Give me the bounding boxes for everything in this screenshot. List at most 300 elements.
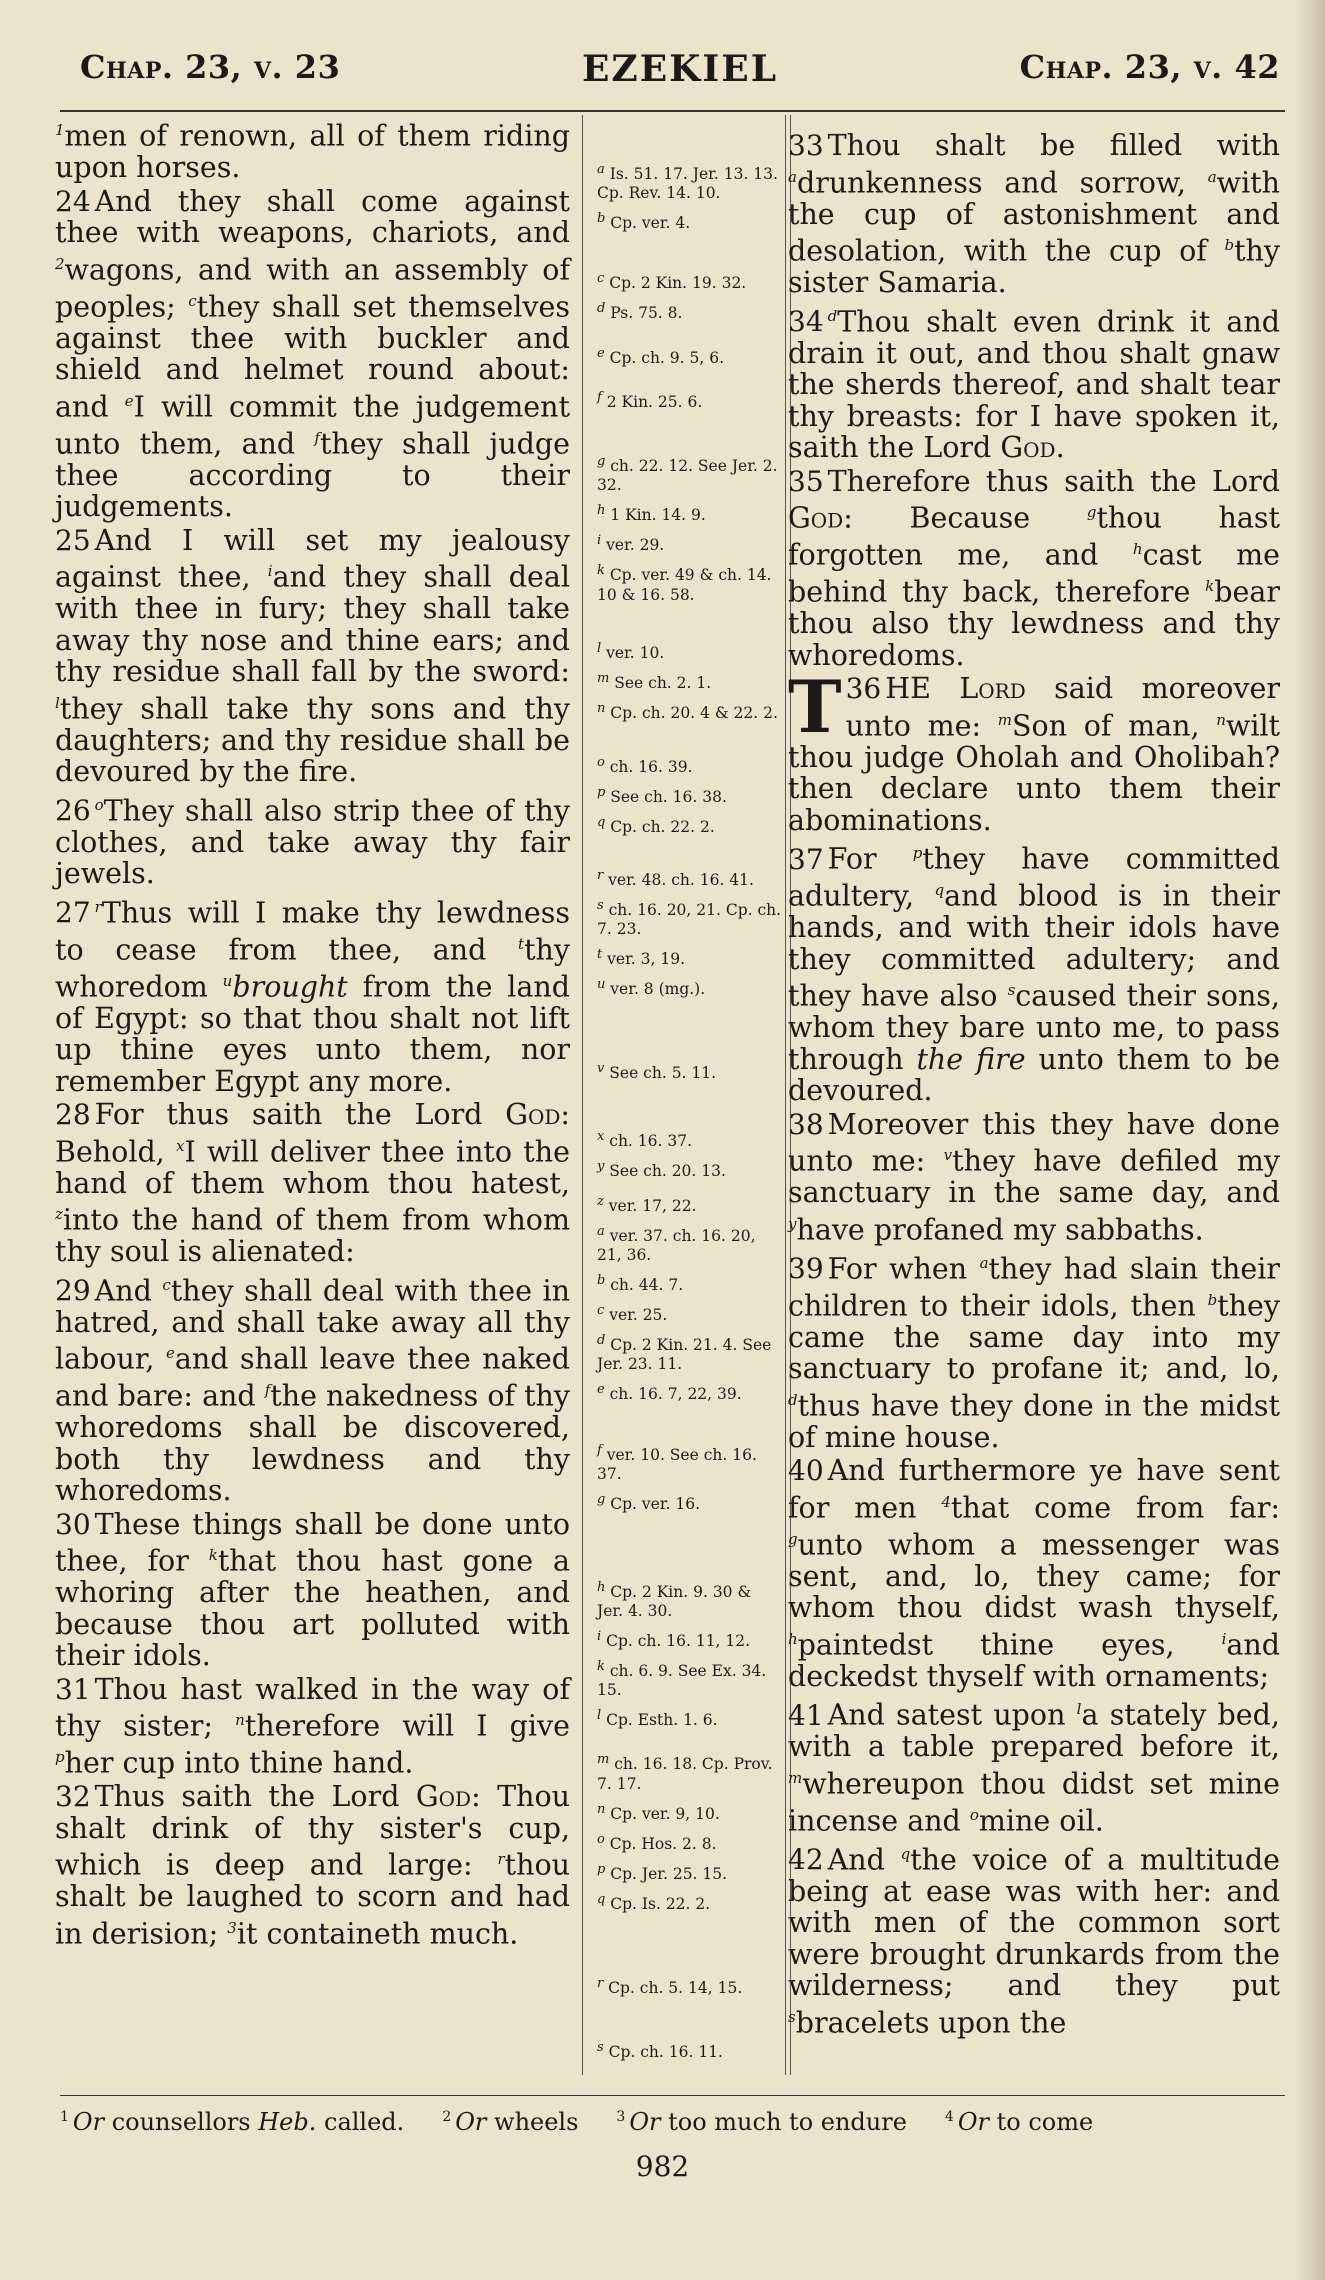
verse-text: thus have they done in the midst of mine house. (788, 1389, 1280, 1454)
margin-reference-text: Cp. ver. 9, 10. (605, 1804, 720, 1823)
footnote-text: Or (455, 2108, 487, 2136)
margin-reference (597, 452, 782, 495)
margin-reference (597, 1301, 782, 1325)
margin-reference-text: ver. 25. (604, 1306, 668, 1325)
cross-reference-marker: d (788, 1390, 798, 1409)
margin-reference-text: See ch. 16. 38. (605, 788, 727, 807)
verse (55, 186, 570, 523)
verse (55, 1270, 570, 1507)
margin-reference-marker: o (597, 1831, 605, 1847)
verse-text: Son of man, (1012, 709, 1217, 742)
verse-number: 28 (55, 1098, 91, 1131)
cross-reference-marker: c (188, 291, 197, 310)
footnote-text: Or (629, 2108, 661, 2136)
footnote-marker: 2 (442, 2109, 452, 2125)
verse (55, 892, 570, 1098)
verse-number: 39 (788, 1252, 824, 1285)
margin-reference-text: Cp. ch. 9. 5, 6. (604, 348, 725, 367)
verse-text: : Because (843, 501, 1087, 535)
verse-text: and deckedst thyself with ornaments; (788, 1628, 1280, 1693)
verse-text: they shall take thy sons and thy daughters; and thy residue shall be devoured by the fire. (55, 692, 570, 788)
cross-reference-marker: e (165, 1344, 175, 1362)
margin-reference-marker: q (597, 1892, 606, 1908)
cross-reference-marker: g (1086, 503, 1097, 521)
verse (55, 115, 570, 184)
verse (788, 301, 1280, 464)
margin-reference-marker: n (597, 700, 606, 716)
cross-reference-marker: a (788, 167, 797, 186)
verse-text: Therefore thus saith the Lord (827, 464, 1280, 498)
cross-reference-marker: n (235, 1711, 245, 1729)
verse-text: from the land of Egypt: so that thou shalt not lift up thine eyes unto them, nor remember Egypt any more. (55, 970, 570, 1098)
margin-reference (597, 1974, 782, 1998)
verse-text: They shall also strip thee of thy clothes, and take away thy fair jewels. (55, 794, 570, 890)
margin-reference-text: 1 Kin. 14. 9. (605, 506, 706, 525)
margin-reference (597, 1441, 782, 1484)
margin-reference (597, 945, 782, 969)
verse (55, 790, 570, 890)
margin-reference-marker: i (597, 1629, 602, 1644)
verse-text: Thou hast walked in the way of thy sister; (55, 1672, 570, 1743)
margin-reference-marker: k (597, 1659, 605, 1675)
verse-text: and blood is in their hands, and with their idols have they committed adultery; and they have also (788, 879, 1280, 1013)
verse (788, 1248, 1280, 1454)
margin-reference-marker: h (597, 1579, 606, 1595)
cross-reference-marker: p (55, 1748, 65, 1766)
cross-reference-marker: o (969, 1805, 979, 1824)
verse-text: thou hast forgotten me, and (788, 501, 1280, 572)
cross-reference-marker: z (55, 1205, 63, 1223)
footnote-text: Or (72, 2108, 105, 2136)
margin-reference (597, 1222, 782, 1265)
verse (788, 130, 1280, 299)
cross-reference-marker: g (788, 1529, 798, 1548)
margin-reference (597, 753, 782, 777)
verse (55, 1509, 570, 1672)
verse-text: thy whoredom (55, 933, 570, 1003)
verse (788, 1839, 1280, 2039)
verse-number: 33 (788, 129, 824, 162)
margin-reference-text: Cp. ch. 16. 11, 12. (601, 1632, 751, 1651)
margin-reference (597, 1578, 782, 1621)
verse-number: 40 (788, 1454, 824, 1487)
margin-reference-marker: a (597, 162, 605, 177)
verse-text: For when (827, 1252, 980, 1285)
margin-reference-text: Cp. ch. 22. 2. (605, 818, 715, 837)
verse-number: 32 (55, 1780, 91, 1813)
cross-reference-marker: f (314, 428, 320, 447)
small-caps-text: Lord (959, 672, 1026, 705)
margin-reference-marker: l (597, 1708, 602, 1724)
margin-reference-text: 2 Kin. 25. 6. (601, 392, 703, 411)
cross-reference-marker: q (900, 1844, 911, 1863)
verse-text: I will deliver thee into the hand of them whom thou hatest, (55, 1135, 570, 1200)
margin-reference (597, 1059, 782, 1083)
margin-reference (597, 1750, 782, 1793)
italic-text: brought (232, 970, 348, 1003)
margin-reference-marker: z (597, 1193, 604, 1209)
verse-text: And they shall come against thee with weapons, chariots, and (55, 184, 570, 249)
cross-reference-marker: m (788, 1768, 803, 1787)
margin-reference-marker: m (597, 1752, 610, 1768)
margin-reference (597, 669, 782, 693)
verse-text: bear thou also thy lewdness and thy whoredoms. (788, 575, 1280, 672)
margin-reference (597, 1657, 782, 1700)
small-caps-text: God (415, 1780, 472, 1813)
verse-text: Thou shalt even drink it and drain it out, and thou shalt gnaw the sherds thereof, and shalt tear thy breasts: for I have spoken it, saith the Lord (788, 305, 1280, 464)
margin-reference (597, 1331, 782, 1374)
cross-reference-marker: k (1205, 577, 1215, 595)
margin-reference (597, 561, 782, 604)
verse-text: they shall judge thee according to their judgements. (55, 427, 570, 523)
margin-reference-text: Is. 51. 17. Jer. 13. 13. Cp. Rev. 14. 10. (597, 165, 778, 203)
margin-reference (597, 299, 782, 323)
cross-reference-marker: d (827, 306, 838, 325)
header-rule (60, 110, 1285, 112)
cross-reference-marker: b (1224, 236, 1235, 254)
verse-text: paintedst thine eyes, (797, 1628, 1222, 1661)
small-caps-text: God (1000, 431, 1056, 464)
margin-reference (597, 531, 782, 555)
margin-reference (597, 813, 782, 837)
margin-reference-text: ch. 16. 37. (604, 1132, 693, 1151)
footnote-marker: 3 (616, 2109, 626, 2125)
cross-reference-marker: l (55, 693, 60, 712)
margin-reference-text: ver. 48. ch. 16. 41. (603, 870, 754, 889)
verse-number: 25 (55, 523, 91, 557)
margin-reference (597, 1380, 782, 1404)
margin-reference-text: Cp. ch. 16. 11. (603, 2043, 723, 2062)
margin-reference-text: Cp. ver. 49 & ch. 14. 10 & 16. 58. (597, 566, 772, 604)
margin-reference (597, 783, 782, 807)
margin-reference (597, 1157, 782, 1181)
margin-reference-marker: p (597, 785, 606, 801)
margin-reference-marker: i (597, 533, 602, 549)
verse-text: Moreover this they have done unto me: (788, 1107, 1280, 1178)
margin-reference-text: See ch. 5. 11. (604, 1064, 717, 1083)
verse-number: 38 (788, 1107, 824, 1141)
cross-reference-column (597, 160, 782, 2090)
margin-reference (597, 1192, 782, 1216)
margin-reference-text: Cp. Is. 22. 2. (605, 1895, 711, 1914)
cross-reference-marker: u (222, 971, 233, 990)
cross-reference-marker: x (176, 1136, 185, 1155)
margin-reference (597, 1860, 782, 1884)
verse-text: and shall leave thee naked and bare: and (55, 1342, 570, 1413)
cross-reference-marker: i (267, 562, 273, 580)
cross-reference-marker: o (94, 795, 104, 814)
page-edge-shadow (1295, 0, 1325, 2280)
footnote-text: wheels (486, 2108, 579, 2136)
verse-number: 41 (788, 1698, 824, 1732)
cross-reference-marker: a (979, 1253, 989, 1272)
verse-text: whereupon thou didst set mine incense and (788, 1767, 1280, 1837)
verse-text: Thou shalt be filled with (827, 129, 1280, 162)
margin-reference-text: ver. 10. (601, 643, 665, 662)
margin-reference-text: Cp. Esth. 1. 6. (601, 1711, 718, 1730)
margin-reference-marker: m (597, 670, 610, 686)
margin-reference-marker: r (597, 1976, 604, 1992)
page-header (80, 48, 1280, 108)
verse (788, 1694, 1280, 1837)
margin-reference-text: Cp. 2 Kin. 21. 4. See Jer. 23. 11. (597, 1336, 772, 1374)
verse-number: 27 (55, 896, 91, 929)
margin-reference-text: Cp. 2 Kin. 9. 30 & Jer. 4. 30. (597, 1583, 752, 1620)
verse-text: the voice of a multitude being at ease was with her: and with men of the common sort were brought drunkards from the wilderness; and they put (788, 1843, 1280, 2002)
margin-reference-marker: b (597, 211, 606, 227)
verse-number: 35 (788, 464, 824, 498)
margin-reference-marker: v (597, 1061, 605, 1077)
margin-reference-marker: c (597, 271, 605, 287)
margin-reference-text: Cp. ver. 4. (605, 214, 691, 233)
margin-reference-marker: s (597, 2040, 604, 2056)
footnote-text: called. (316, 2108, 405, 2136)
header-right-chapter-ref: Chap. 23, v. 42 (1019, 48, 1280, 86)
cross-reference-marker: 1 (55, 121, 65, 139)
verse-text: that come from far: (950, 1491, 1280, 1524)
footnote-rule (60, 2095, 1285, 2096)
margin-reference-text: Cp. Hos. 2. 8. (604, 1834, 717, 1853)
cross-reference-marker: s (788, 2007, 796, 2026)
verse-text: For thus saith the Lord (94, 1098, 506, 1131)
verse-text: Thus will I make thy lewdness to cease from thee, and (55, 896, 570, 966)
margin-reference (597, 1271, 782, 1295)
verse-number: 36 (845, 672, 882, 705)
verse-text: unto them to be devoured. (788, 1042, 1281, 1107)
verse-text: they shall deal with thee in hatred, and shall take away all thy labour, (55, 1274, 570, 1376)
page-number: 982 (635, 2150, 690, 2183)
margin-reference-text: ver. 3, 19. (602, 949, 686, 968)
footnote (60, 2108, 404, 2136)
verse-text: a stately bed, with a table prepared before it, (788, 1698, 1280, 1763)
cross-reference-marker: b (1207, 1290, 1218, 1309)
verse-text: And I will set my jealousy against thee, (55, 523, 570, 594)
margin-reference-marker: p (597, 1861, 606, 1877)
cross-reference-marker: r (497, 1850, 505, 1868)
margin-reference-marker: k (597, 563, 605, 579)
margin-reference-text: ch. 16. 7, 22, 39. (604, 1385, 742, 1404)
margin-reference (597, 1627, 782, 1651)
margin-reference-text: See ch. 2. 1. (609, 673, 712, 692)
footnote-text: too much to endure (660, 2108, 907, 2136)
margin-reference (597, 1490, 782, 1514)
margin-reference-text: See ch. 20. 13. (604, 1162, 726, 1181)
margin-reference-text: Cp. ch. 20. 4 & 22. 2. (605, 704, 778, 723)
column-divider-right-a (785, 115, 786, 2075)
margin-reference (597, 388, 782, 412)
margin-reference-marker: s (597, 897, 604, 913)
verse-text: And furthermore ye have sent for men (788, 1454, 1280, 1524)
verse-text: : Behold, (55, 1098, 570, 1168)
right-text-column (788, 130, 1280, 2090)
cross-reference-marker: h (1132, 540, 1143, 558)
margin-reference (597, 1706, 782, 1730)
margin-reference-marker: e (597, 345, 605, 361)
margin-reference-text: ch. 16. 20, 21. Cp. ch. 7. 23. (597, 900, 782, 938)
verse-text: therefore will I give (244, 1709, 570, 1743)
verse-text: These things shall be done unto thee, for (55, 1507, 570, 1578)
cross-reference-marker: e (124, 391, 134, 410)
verse-number: 30 (55, 1507, 91, 1541)
verse (788, 664, 1281, 837)
margin-reference-text: Cp. 2 Kin. 19. 32. (604, 274, 747, 293)
cross-reference-marker: n (1216, 710, 1226, 729)
cross-reference-marker: 3 (227, 1918, 237, 1937)
verse-text: into the hand of them from whom thy soul is alienated: (55, 1203, 570, 1268)
left-text-column (55, 115, 570, 2075)
cross-reference-marker: 4 (941, 1492, 951, 1511)
margin-reference-marker: u (597, 976, 606, 992)
cross-reference-marker: y (788, 1214, 797, 1233)
verse (788, 466, 1280, 672)
margin-reference-text: Cp. Jer. 25. 15. (605, 1865, 728, 1884)
margin-reference-marker: c (597, 1303, 605, 1319)
cross-reference-marker: m (997, 710, 1013, 729)
margin-reference-text: ch. 6. 9. See Ex. 34. 15. (597, 1662, 767, 1700)
column-divider-left (582, 115, 583, 2075)
verse-number: 26 (55, 794, 91, 827)
verse-text: they came the same day into my sanctuary to profane it; and, lo, (788, 1289, 1280, 1385)
verse-text: with the cup of astonishment and desolation, with the cup of (788, 166, 1280, 268)
verse-text: thou shalt be laughed to scorn and had in derision; (55, 1848, 570, 1950)
cross-reference-marker: t (518, 934, 525, 953)
margin-reference (597, 344, 782, 368)
margin-reference-text: ver. 29. (601, 536, 665, 555)
margin-reference (597, 975, 782, 999)
margin-reference (597, 639, 782, 663)
verse-text: cast me behind thy back, therefore (788, 538, 1280, 609)
verse (788, 838, 1280, 1107)
cross-reference-marker: k (208, 1546, 218, 1564)
small-caps-text: God (788, 501, 844, 535)
margin-reference-marker: o (597, 755, 605, 771)
margin-reference-marker: n (597, 1801, 606, 1817)
margin-reference-text: ch. 16. 39. (604, 758, 693, 777)
verse-number: 29 (55, 1274, 91, 1307)
verse-text: they had slain their children to their idols, then (788, 1252, 1280, 1322)
verse-text: her cup into thine hand. (64, 1746, 414, 1780)
margin-reference-marker: x (597, 1129, 605, 1145)
margin-reference-text: Ps. 75. 8. (605, 304, 683, 323)
verse (55, 1674, 570, 1780)
verse-text: they have defiled my sanctuary in the same day, and (788, 1144, 1280, 1209)
cross-reference-marker: 2 (55, 254, 65, 273)
footnote-marker: 4 (944, 2109, 954, 2125)
drop-cap-letter: T (788, 664, 842, 749)
italic-text: the fire (916, 1042, 1026, 1076)
verse-text: and they shall deal with thee in fury; they shall take away thy nose and thine ears; and thy residue shall fall by the sword: (55, 560, 571, 688)
verse (55, 525, 570, 788)
margin-reference-text: ch. 44. 7. (605, 1276, 684, 1295)
margin-reference-text: ch. 16. 18. Cp. Prov. 7. 17. (597, 1755, 773, 1793)
margin-reference-marker: d (597, 301, 606, 317)
verse-number: 31 (55, 1672, 91, 1706)
verse-text: it containeth much. (236, 1917, 519, 1950)
footnote-text: Or (957, 2108, 989, 2136)
margin-reference-text: ver. 17, 22. (603, 1196, 697, 1215)
verse-text: drunkenness and sorrow, (796, 166, 1208, 199)
margin-reference-text: ch. 22. 12. See Jer. 2. 32. (597, 457, 778, 495)
verse-number: 24 (55, 184, 91, 218)
margin-reference-marker: f (597, 389, 602, 405)
verse-text: caused their sons, whom they bare unto me, to pass through (788, 979, 1280, 1076)
verse-text: Thus saith the Lord (94, 1780, 416, 1813)
margin-reference-marker: b (597, 1272, 606, 1288)
footnote (442, 2108, 578, 2136)
verse (788, 1455, 1280, 1692)
verse-text: they have committed adultery, (788, 842, 1280, 913)
verse-text: . (1055, 431, 1065, 464)
verse-text: men of renown, all of them riding upon horses. (55, 119, 570, 184)
cross-reference-marker: l (1076, 1700, 1082, 1718)
footnote-text: counsellors (104, 2108, 259, 2136)
margin-reference (597, 1890, 782, 1914)
margin-reference-marker: e (597, 1382, 605, 1398)
verse-text: that thou hast gone a whoring after the heathen, and because thou art polluted with their idols. (55, 1544, 570, 1672)
cross-reference-marker: q (934, 881, 945, 899)
margin-reference (597, 1127, 782, 1151)
margin-reference-marker: d (597, 1333, 606, 1349)
margin-reference (597, 2038, 782, 2062)
footnote-marker: 1 (60, 2109, 69, 2125)
verse-text: I will commit the judgement unto them, and (55, 390, 570, 460)
cross-reference-marker: a (1207, 167, 1217, 186)
verse-text: the nakedness of thy whoredoms shall be discovered, both thy lewdness and thy whoredoms. (55, 1379, 571, 1507)
margin-reference-marker: y (597, 1159, 605, 1175)
margin-reference (597, 269, 782, 293)
verse-text: And (827, 1843, 901, 1876)
verse-text: wagons, and with an assembly of peoples; (55, 253, 570, 323)
margin-reference (597, 1830, 782, 1854)
verse-text: thy sister Samaria. (788, 234, 1280, 299)
verse-text: wilt thou judge Oholah and Oholibah? then declare unto them their abominations. (788, 709, 1281, 837)
verse (55, 1099, 570, 1268)
verse (55, 1781, 570, 1950)
cross-reference-marker: s (1007, 981, 1016, 999)
verse-text: mine oil. (978, 1804, 1104, 1837)
margin-reference (597, 896, 782, 939)
header-book-title: EZEKIEL (581, 48, 779, 90)
small-caps-text: HE (885, 672, 960, 705)
margin-reference (597, 209, 782, 233)
margin-reference-text: Cp. ver. 16. (605, 1494, 701, 1513)
margin-reference (597, 699, 782, 723)
verse-text: And (94, 1274, 163, 1307)
margin-reference-marker: f (597, 1442, 602, 1458)
margin-reference-marker: t (597, 946, 603, 962)
footnote (945, 2108, 1093, 2136)
cross-reference-marker: f (264, 1381, 271, 1399)
cross-reference-marker: h (788, 1629, 798, 1648)
footnote (616, 2108, 907, 2136)
margin-reference-text: ver. 8 (mg.). (605, 980, 706, 999)
margin-reference-text: Cp. ch. 5. 14, 15. (603, 1979, 743, 1998)
verse-text: have profaned my sabbaths. (796, 1213, 1204, 1246)
verse-number: 42 (788, 1843, 824, 1876)
small-caps-text: God (505, 1098, 561, 1131)
verse-number: 37 (788, 842, 824, 876)
verse-number: 34 (788, 305, 824, 338)
margin-reference-marker: a (597, 1223, 605, 1239)
margin-reference (597, 866, 782, 890)
footnote-text: to come (989, 2108, 1094, 2136)
verse (788, 1109, 1280, 1246)
verse-text: : Thou shalt drink of thy sister's cup, which is deep and large: (55, 1780, 571, 1882)
margin-reference-marker: r (597, 867, 604, 883)
cross-reference-marker: p (912, 844, 923, 862)
margin-reference-text: ver. 37. ch. 16. 20, 21, 36. (597, 1226, 756, 1264)
verse-text: they shall set themselves against thee with buckler and shield and helmet round about: and (55, 290, 570, 423)
